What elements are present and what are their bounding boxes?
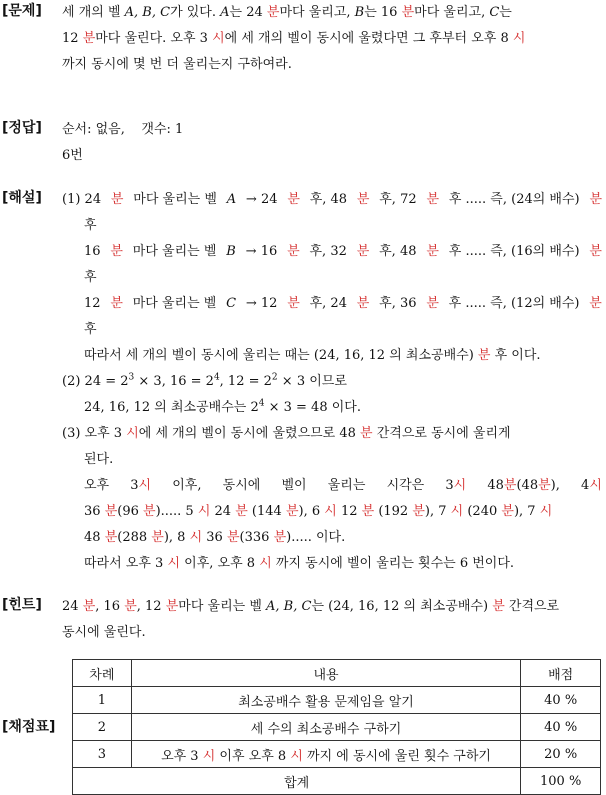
rubric-header-points: 배점 [521,660,601,687]
table-row: 2 세 수의 최소공배수 구하기 40 % [73,714,601,741]
hint-label: [힌트] [2,597,42,613]
table-row: 1 최소공배수 활용 문제임을 알기 40 % [73,687,601,714]
rubric-row-3-content: 오후 3 시 이후 오후 8 시 까지 에 동시에 울린 횟수 구하기 [131,741,521,768]
problem-label: [문제] [2,3,42,19]
rubric-header-row [73,660,601,687]
answer-label: [정답] [2,120,42,136]
explanation-label: [해설] [2,190,42,206]
rubric-header-no: 차례 [73,660,132,687]
rubric-total-row [73,768,601,795]
rubric-total-label: 합계 [73,768,521,795]
table-row: 3 오후 3 시 이후 오후 8 시 까지 에 동시에 울린 횟수 구하기 20 % [73,741,601,768]
rubric-table [72,659,601,795]
rubric-total-points: 100 % [521,768,601,795]
rubric-header-content: 내용 [131,660,521,687]
problem-text: 세 개의 벨 A, B, C가 있다. A는 24 분마다 울리고, B는 16 분마다 울리고, C는 12 분마다 울린다. 오후 3 시에 세 개의 벨이 동시에 울렸다면 그 후부터 오후 8 시 까지 동시에 몇 번 더 울리는지 구하여라. [62,5,526,72]
rubric-label: [채점표] [2,719,56,735]
answer-order-line: 순서: 없음, 갯수: 1 [62,122,184,137]
answer-value: 6번 [62,148,83,163]
hint-text: 24 분, 16 분, 12 분마다 울리는 벨 A, B, C는 (24, 16, 12 의 최소공배수) 분 간격으로 동시에 울린다. [62,599,560,640]
explanation-text: (1) 24 분 마다 울리는 벨 A → 24 분 후, 48 분 후, 72 분 후 ..... 즉, (24의 배수) 분 후 16 분 마다 울리는 벨 B → 16 분 후, 32 분 후, 48 분 후 ..... 즉, (16의 배수) 분 후 12 분 마다 울리는 벨 C → 12 분 후, 24 분 후, 36 분 후 ..... 즉, (12의 배수) 분 후 따라서 세 개의 벨이 동시에 울리는 때는 (24, 16, 12 의 최소공배수) 분 후 이다. (2) $24 = 2^3 \times 3$, $16 = 2^4$, $12 = 2^2 \times 3$ 이므로 24, 16, 12 의 최소공배수는 $2^4 \times 3 = 48$ 이다. (3) 오후 3 시에 세 개의 벨이 동시에 울렸으므로 48 분 간격으로 동시에 울리게 된다. 오후 3시 이후, 동시에 벨이 울리는 시각은 3시 48분(48분), 4시 36 분(96 분)..... 5 시 24 분 (144 분), 6 시 12 분 (192 분), 7 시 (240 분), 7 시 48 분(288 분), 8 시 36 분(336 분)..... 이다. 따라서 오후 3 시 이후, 오후 8 시 까지 동시에 벨이 울리는 횟수는 6 번이다. [62,192,602,571]
